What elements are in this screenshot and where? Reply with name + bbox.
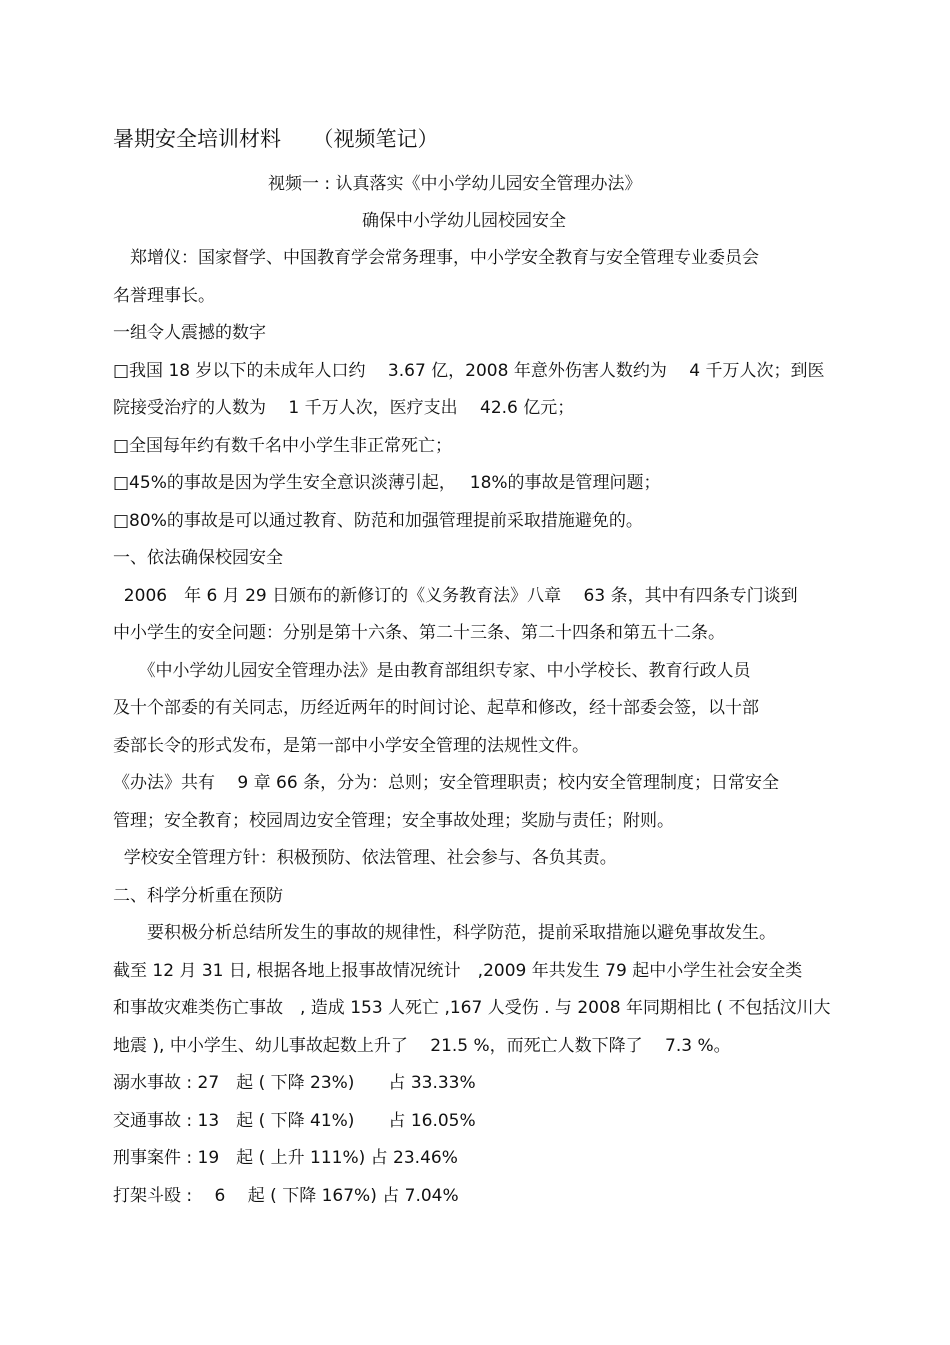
section-2-paragraph-2-line-2: 和事故灾难类伤亡事故 , 造成 153 人死亡 ,167 人受伤 . 与 2008 年同期相比 ( 不包括汶川大 [113,998,831,1018]
section-1-paragraph-4: 学校安全管理方针：积极预防、依法管理、社会参与、各负其责。 [113,848,617,868]
section-1-paragraph-1-line-2: 中小学生的安全问题：分别是第十六条、第二十三条、第二十四条和第五十二条。 [113,623,725,643]
stat-traffic: 交通事故 : 13 起 ( 下降 41%) 占 16.05% [113,1111,476,1131]
bullet-1-line-2: 院接受治疗的人数为 1 千万人次，医疗支出 42.6 亿元； [113,398,575,418]
bullet-4: □80%的事故是可以通过教育、防范和加强管理提前采取措施避免的。 [113,511,643,531]
section-1-paragraph-2-line-1: 《中小学幼儿园安全管理办法》是由教育部组织专家、中小学校长、教育行政人员 [113,661,751,681]
bullet-3: □45%的事故是因为学生安全意识淡薄引起， 18%的事故是管理问题； [113,473,661,493]
section-1-paragraph-3-line-1: 《办法》共有 9 章 66 条，分为：总则；安全管理职责；校内安全管理制度；日常安全 [113,773,780,793]
stat-drowning: 溺水事故 : 27 起 ( 下降 23%) 占 33.33% [113,1073,476,1093]
bullet-1-line-1: □我国 18 岁以下的未成年人口约 3.67 亿，2008 年意外伤害人数约为 4 千万人次；到医 [113,361,825,381]
numbers-heading: 一组令人震撼的数字 [113,323,266,343]
section-2-paragraph-2-line-3: 地震 ), 中小学生、幼儿事故起数上升了 21.5 %，而死亡人数下降了 7.3 %。 [113,1036,731,1056]
speaker-line-1: 郑增仪：国家督学、中国教育学会常务理事，中小学安全教育与安全管理专业委员会 [113,248,759,268]
stat-fighting: 打架斗殴 : 6 起 ( 下降 167%) 占 7.04% [113,1186,459,1206]
section-2-paragraph-2-line-1: 截至 12 月 31 日, 根据各地上报事故情况统计 ,2009 年共发生 79 起中小学生社会安全类 [113,961,803,981]
stat-criminal: 刑事案件 : 19 起 ( 上升 111%) 占 23.46% [113,1148,458,1168]
section-1-paragraph-3-line-2: 管理；安全教育；校园周边安全管理；安全事故处理；奖励与责任；附则。 [113,811,674,831]
section-2-paragraph-1: 要积极分析总结所发生的事故的规律性，科学防范，提前采取措施以避免事故发生。 [113,923,776,943]
section-1-paragraph-2-line-2: 及十个部委的有关同志，历经近两年的时间讨论、起草和修改，经十部委会签，以十部 [113,698,759,718]
section-1-paragraph-2-line-3: 委部长令的形式发布，是第一部中小学安全管理的法规性文件。 [113,736,589,756]
speaker-line-2: 名誉理事长。 [113,286,215,306]
subtitle-2: 确保中小学幼儿园校园安全 [362,211,566,231]
section-1-paragraph-1-line-1: 2006 年 6 月 29 日颁布的新修订的《义务教育法》八章 63 条，其中有四条专门谈到 [113,586,798,606]
section-1-heading: 一、依法确保校园安全 [113,548,283,568]
section-2-heading: 二、科学分析重在预防 [113,886,283,906]
subtitle-1: 视频一 : 认真落实《中小学幼儿园安全管理办法》 [268,174,642,194]
bullet-2: □全国每年约有数千名中小学生非正常死亡； [113,436,453,456]
document-title: 暑期安全培训材料 （视频笔记） [113,127,439,151]
